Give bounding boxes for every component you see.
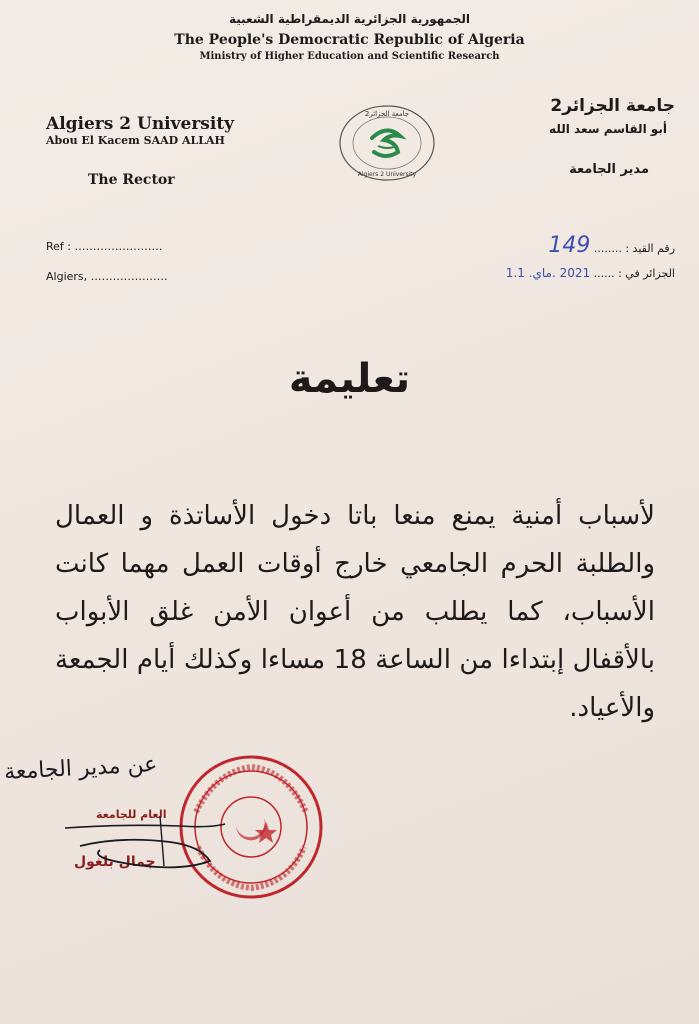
logo-text-en: Algiers 2 University [357,171,417,178]
document-title: تعليمة [288,356,411,402]
rector-title: The Rector [88,172,175,188]
ref-field-ar [548,233,675,258]
header-republic: The People's Democratic Republic of Algeria [174,32,525,48]
ref-label-ar: رقم القيد : ........ [593,242,675,255]
stamp-name: جمال بلغول [74,854,156,870]
date-field-ar [506,266,675,280]
university-name-ar: جامعة الجزائر2 [550,96,675,116]
ref-label: Ref : …………………… [46,240,163,253]
header-ministry: Ministry of Higher Education and Scientific Research [199,51,500,62]
university-name: Algiers 2 University [46,114,235,134]
signature-on-behalf: عن مدير الجامعة [3,752,158,785]
logo-text-ar: جامعة الجزائر2 [364,110,410,118]
university-seal-icon [338,104,436,182]
university-subtitle: Abou El Kacem SAAD ALLAH [46,134,225,147]
date-value: 2021 .ماي. 1.1 [505,266,591,280]
stamp-title: العام للجامعة [96,808,167,821]
header-arabic-republic: الجمهورية الجزائرية الديمقراطية الشعبية [228,12,471,26]
ref-number: 149 [548,233,591,258]
handwritten-signature-icon [60,806,230,876]
university-subtitle-ar: أبو القاسم سعد الله [549,122,667,136]
instruction-body: لأسباب أمنية يمنع منعا باتا دخول الأساتذة و العمال والطلبة الحرم الجامعي خارج أوقات العمل مهما كانت الأسباب، كما يطلب من أعوان الأمن غلق الأبواب بالأقفال إبتداءا من الساعة 18 مساءا وكذلك أيام الجمعة والأعياد. [55,501,656,723]
algiers-date-label: Algiers, ………………… [46,270,168,283]
date-label-ar: الجزائر في : ...... [593,267,675,280]
rector-title-ar: مدير الجامعة [569,162,649,177]
